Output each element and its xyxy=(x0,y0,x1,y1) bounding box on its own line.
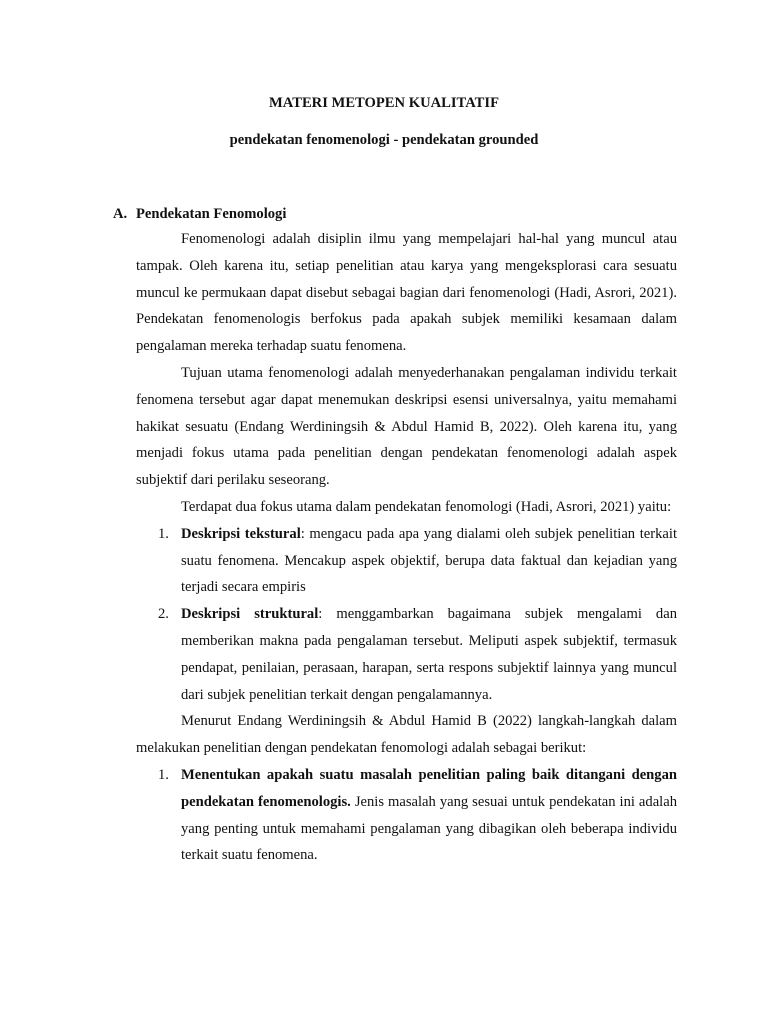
document-title: MATERI METOPEN KUALITATIF xyxy=(268,95,499,111)
document-subtitle: pendekatan fenomenologi - pendekatan grounded xyxy=(229,132,539,148)
focus-list xyxy=(136,521,677,709)
list-item xyxy=(136,601,677,708)
list-number: 2. xyxy=(158,606,169,623)
steps-list xyxy=(136,762,677,869)
paragraph: Menurut Endang Werdiningsih & Abdul Hamid B (2022) langkah-langkah dalam melakukan penelitian dengan pendekatan fenomologi adalah sebagai berikut: xyxy=(136,713,677,757)
list-text: : menggambarkan bagaimana subjek mengalami dan memberikan makna pada pengalaman tersebut. Meliputi aspek subjektif, termasuk pendapat, penilaian, perasaan, harapan, serta respons subjektif lainnya yang muncul dari subjek penelitian terkait dengan pengalamannya. xyxy=(181,606,677,703)
section-letter: A. xyxy=(113,206,128,222)
list-text: Jenis masalah yang sesuai untuk pendekatan ini adalah yang penting untuk memahami pengalaman yang dibagikan oleh beberapa individu terkait suatu fenomena. xyxy=(181,793,678,864)
list-term: Deskripsi struktural xyxy=(181,606,319,623)
list-term: Menentukan apakah suatu masalah penelitian paling baik ditangani dengan pendekatan fenomenologis. xyxy=(181,766,677,810)
list-term: Deskripsi tekstural xyxy=(181,525,301,542)
paragraph: Tujuan utama fenomenologi adalah menyederhanakan pengalaman individu terkait fenomena tersebut agar dapat menemukan deskripsi esensi universalnya, yaitu memahami hakikat sesuatu (Endang Werdiningsih & Abdul Hamid B, 2022). Oleh karena itu, yang menjadi fokus utama pada penelitian dengan pendekatan fenomenologi adalah aspek subjektif dari perilaku seseorang. xyxy=(136,364,677,489)
section-title: Pendekatan Fenomologi xyxy=(136,206,287,222)
list-number: 1. xyxy=(158,525,169,542)
list-item xyxy=(136,521,677,601)
section-heading xyxy=(113,205,286,223)
paragraph: Fenomenologi adalah disiplin ilmu yang mempelajari hal-hal yang muncul atau tampak. Oleh karena itu, setiap penelitian atau karya yang mengeksplorasi cara sesuatu muncul ke permukaan dapat disebut sebagai bagian dari fenomenologi (Hadi, Asrori, 2021). Pendekatan fenomenologis berfokus pada apakah subjek memiliki kesamaan dalam pengalaman mereka terhadap suatu fenomena. xyxy=(136,231,677,355)
list-item xyxy=(136,762,677,869)
section-body xyxy=(136,226,677,869)
list-number: 1. xyxy=(158,766,169,783)
paragraph: Terdapat dua fokus utama dalam pendekatan fenomologi (Hadi, Asrori, 2021) yaitu: xyxy=(181,498,672,515)
list-text: : mengacu pada apa yang dialami oleh subjek penelitian terkait suatu fenomena. Mencakup aspek objektif, berupa data faktual dan kejadian yang terjadi secara empiris xyxy=(181,525,677,596)
